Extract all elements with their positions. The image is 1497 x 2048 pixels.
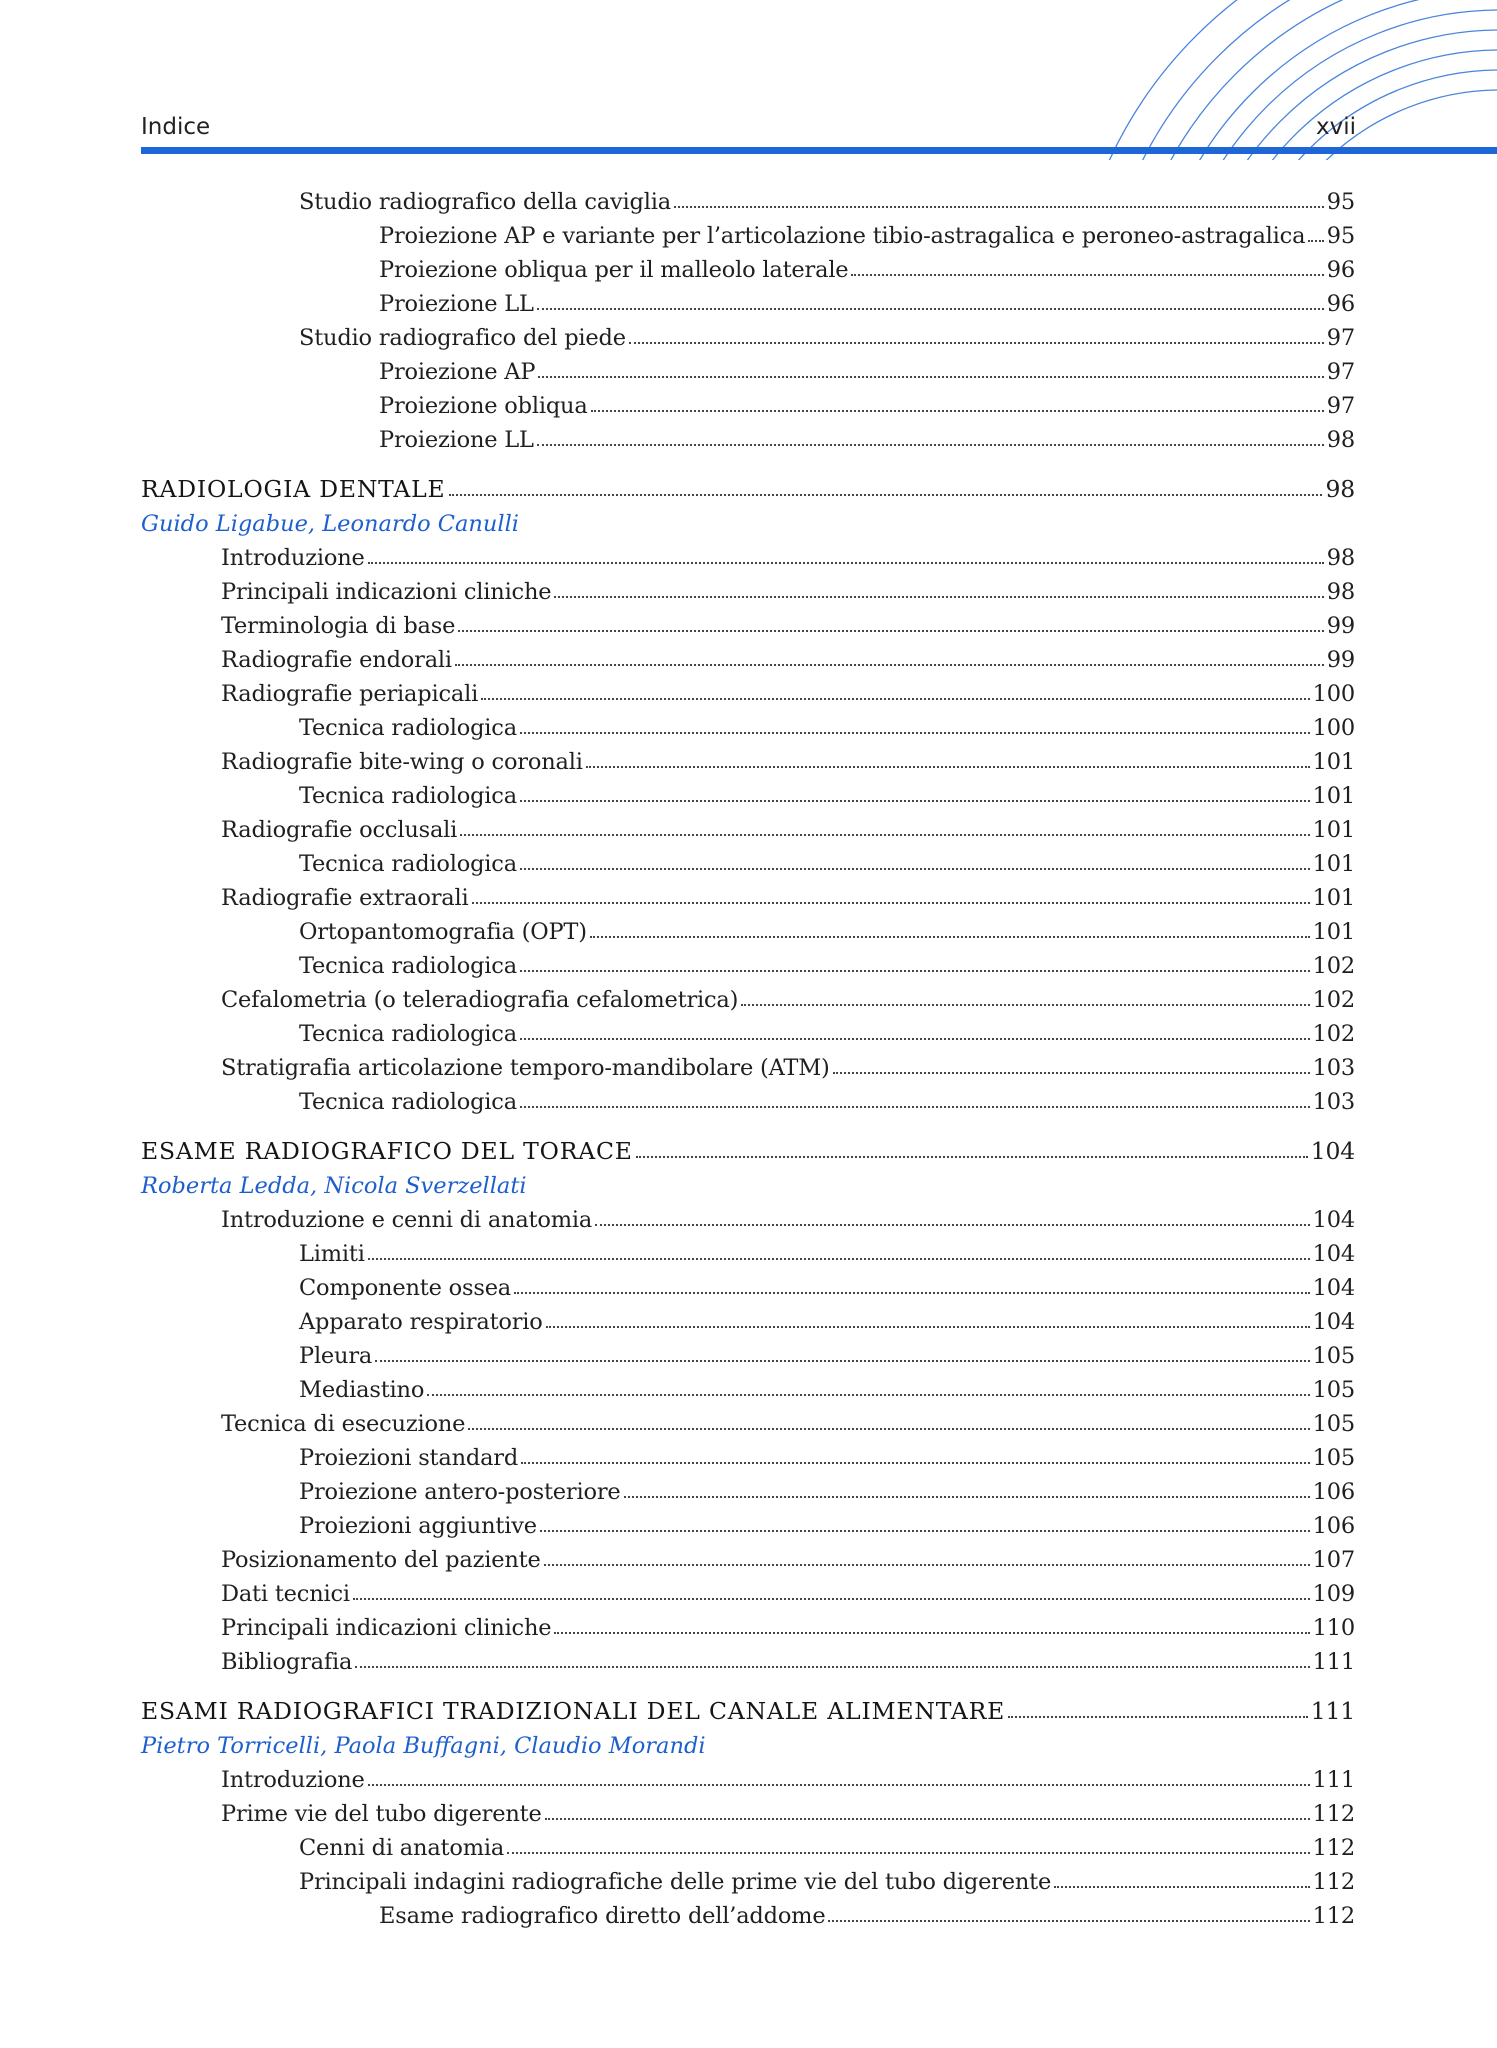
toc-entry-title: Tecnica radiologica [299, 953, 517, 979]
dot-leader [455, 664, 1324, 666]
decorative-arcs [0, 0, 1497, 160]
toc-entry[interactable] [299, 1269, 1355, 1301]
toc-entry-page: 98 [1326, 427, 1355, 453]
toc-entry-title: Limiti [299, 1241, 365, 1267]
dot-leader [507, 1852, 1310, 1854]
dot-leader [472, 902, 1310, 904]
toc-entry-page: 104 [1312, 1309, 1355, 1335]
toc-entry-page: 98 [1326, 545, 1355, 571]
toc-entry[interactable] [299, 1235, 1355, 1267]
dot-leader [375, 1360, 1310, 1362]
toc-entry-title: Principali indicazioni cliniche [221, 579, 552, 605]
header-rule [141, 147, 1497, 154]
dot-leader [368, 562, 1324, 564]
toc-entry[interactable] [221, 1609, 1355, 1641]
toc-entry-page: 95 [1326, 223, 1355, 249]
toc-entry[interactable] [221, 1405, 1355, 1437]
toc-entry-page: 96 [1326, 291, 1355, 317]
toc-entry-title: Mediastino [299, 1377, 425, 1403]
toc-entry-title: Tecnica radiologica [299, 715, 517, 741]
toc-entry-title: Posizionamento del paziente [221, 1547, 541, 1573]
dot-leader [537, 308, 1324, 310]
toc-entry-page: 109 [1312, 1581, 1355, 1607]
toc-entry-title: Cefalometria (o teleradiografia cefalometrica) [221, 987, 739, 1013]
dot-leader [458, 630, 1324, 632]
toc-entry-page: 103 [1312, 1055, 1355, 1081]
toc-entry-title: Proiezioni aggiuntive [299, 1513, 537, 1539]
toc-entry-page: 96 [1326, 257, 1355, 283]
toc-entry[interactable] [221, 981, 1355, 1013]
toc-entry[interactable] [299, 183, 1355, 215]
running-header-page-number: xvii [1316, 114, 1357, 140]
toc-entry[interactable] [299, 913, 1355, 945]
toc-entry-page: 110 [1312, 1615, 1355, 1641]
toc-entry-title: Principali indicazioni cliniche [221, 1615, 552, 1641]
dot-leader [368, 1784, 1310, 1786]
toc-entry[interactable] [299, 1439, 1355, 1471]
dot-leader [540, 1530, 1310, 1532]
toc-entry[interactable] [221, 573, 1355, 605]
toc-entry-title: Studio radiografico della caviglia [299, 189, 671, 215]
toc-entry-page: 104 [1312, 1207, 1355, 1233]
toc-entry-page: 98 [1325, 475, 1355, 503]
dot-leader [520, 970, 1310, 972]
toc-entry[interactable] [221, 1541, 1355, 1573]
toc-entry-page: 111 [1312, 1767, 1355, 1793]
toc-entry[interactable] [379, 251, 1355, 283]
toc-entry-title: Proiezioni standard [299, 1445, 519, 1471]
toc-entry-title: Introduzione [221, 1767, 365, 1793]
dot-leader [481, 698, 1310, 700]
toc-entry-title: Radiografie bite-wing o coronali [221, 749, 583, 775]
toc-entry-title: Proiezione obliqua [379, 393, 588, 419]
toc-entry-title: Introduzione [221, 545, 365, 571]
toc-entry-page: 105 [1312, 1377, 1355, 1403]
toc-entry[interactable] [221, 743, 1355, 775]
dot-leader [1008, 1716, 1308, 1718]
toc-entry[interactable] [299, 709, 1355, 741]
toc-entry[interactable] [221, 641, 1355, 673]
chapter-authors: Pietro Torricelli, Paola Buffagni, Claudio Morandi [141, 1733, 706, 1759]
toc-entry-title: ESAMI RADIOGRAFICI TRADIZIONALI DEL CANALE ALIMENTARE [141, 1697, 1006, 1725]
toc-entry-page: 104 [1312, 1275, 1355, 1301]
toc-entry-page: 97 [1326, 325, 1355, 351]
toc-entry-title: Radiografie periapicali [221, 681, 479, 707]
dot-leader [460, 834, 1309, 836]
toc-entry[interactable] [221, 1575, 1355, 1607]
dot-leader [595, 1224, 1310, 1226]
toc-entry-title: RADIOLOGIA DENTALE [141, 475, 446, 503]
toc-entry[interactable] [299, 1015, 1355, 1047]
toc-entry-title: Tecnica radiologica [299, 1021, 517, 1047]
dot-leader [586, 766, 1310, 768]
toc-entry[interactable] [299, 777, 1355, 809]
toc-entry-page: 95 [1326, 189, 1355, 215]
toc-entry-title: Dati tecnici [221, 1581, 350, 1607]
dot-leader [520, 732, 1310, 734]
toc-entry[interactable] [299, 1303, 1355, 1335]
toc-entry-title: Bibliografia [221, 1649, 353, 1675]
toc-entry-page: 101 [1312, 817, 1355, 843]
toc-entry-title: Radiografie endorali [221, 647, 452, 673]
toc-entry-page: 102 [1312, 953, 1355, 979]
dot-leader [520, 1038, 1310, 1040]
running-header-title: Indice [141, 114, 211, 140]
dot-leader [368, 1258, 1310, 1260]
chapter-authors: Guido Ligabue, Leonardo Canulli [141, 511, 519, 537]
toc-entry-title: ESAME RADIOGRAFICO DEL TORACE [141, 1137, 633, 1165]
toc-entry-title: Terminologia di base [221, 613, 456, 639]
toc-entry-title: Introduzione e cenni di anatomia [221, 1207, 593, 1233]
toc-entry-page: 112 [1312, 1801, 1355, 1827]
dot-leader [468, 1428, 1309, 1430]
toc-entry[interactable] [299, 1371, 1355, 1403]
toc-entry[interactable] [379, 387, 1355, 419]
toc-entry[interactable] [299, 1863, 1355, 1895]
toc-entry-page: 107 [1312, 1547, 1355, 1573]
dot-leader [629, 342, 1324, 344]
dot-leader [590, 936, 1310, 938]
dot-leader [520, 1106, 1310, 1108]
toc-entry[interactable] [299, 319, 1355, 351]
toc-entry[interactable] [299, 1473, 1355, 1505]
dot-leader [674, 206, 1324, 208]
toc-entry-page: 101 [1312, 919, 1355, 945]
toc-entry-page: 101 [1312, 885, 1355, 911]
toc-entry[interactable] [221, 607, 1355, 639]
toc-entry-page: 112 [1312, 1835, 1355, 1861]
toc-chapter[interactable] [141, 1133, 1355, 1165]
toc-entry-title: Tecnica di esecuzione [221, 1411, 466, 1437]
toc-entry-page: 97 [1326, 359, 1355, 385]
toc-entry-page: 106 [1312, 1479, 1355, 1505]
toc-entry[interactable] [299, 1829, 1355, 1861]
dot-leader [851, 274, 1323, 276]
dot-leader [514, 1292, 1310, 1294]
toc-chapter[interactable] [141, 1693, 1355, 1725]
toc-entry-page: 105 [1312, 1411, 1355, 1437]
toc-entry-title: Radiografie extraorali [221, 885, 469, 911]
toc-entry-title: Apparato respiratorio [299, 1309, 543, 1335]
toc-entry-title: Pleura [299, 1343, 373, 1369]
toc-entry-title: Tecnica radiologica [299, 1089, 517, 1115]
toc-entry-title: Proiezione AP [379, 359, 536, 385]
toc-entry[interactable] [299, 1337, 1355, 1369]
toc-entry-title: Studio radiografico del piede [299, 325, 626, 351]
toc-entry[interactable] [221, 1643, 1355, 1675]
toc-entry[interactable] [379, 353, 1355, 385]
toc-entry-page: 103 [1312, 1089, 1355, 1115]
toc-entry-title: Proiezione antero-posteriore [299, 1479, 621, 1505]
dot-leader [1054, 1886, 1310, 1888]
toc-entry-title: Cenni di anatomia [299, 1835, 505, 1861]
dot-leader [1308, 240, 1323, 242]
toc-entry[interactable] [221, 675, 1355, 707]
toc-entry-title: Stratigrafia articolazione temporo-mandibolare (ATM) [221, 1055, 830, 1081]
toc-entry[interactable] [221, 811, 1355, 843]
toc-entry[interactable] [221, 1049, 1355, 1081]
toc-entry-page: 98 [1326, 579, 1355, 605]
dot-leader [544, 1564, 1310, 1566]
toc-entry-title: Principali indagini radiografiche delle prime vie del tubo digerente [299, 1869, 1052, 1895]
toc-entry-title: Prime vie del tubo digerente [221, 1801, 542, 1827]
toc-chapter[interactable] [141, 471, 1355, 503]
toc-entry-page: 100 [1312, 715, 1355, 741]
toc-entry-title: Ortopantomografia (OPT) [299, 919, 587, 945]
dot-leader [624, 1496, 1310, 1498]
toc-entry[interactable] [299, 845, 1355, 877]
dot-leader [520, 868, 1310, 870]
toc-entry[interactable] [379, 421, 1355, 453]
toc-entry[interactable] [221, 1795, 1355, 1827]
toc-entry[interactable] [379, 1897, 1355, 1929]
toc-entry-title: Proiezione AP e variante per l’articolazione tibio-astragalica e peroneo-astragalica [379, 223, 1306, 249]
toc-entry[interactable] [221, 1761, 1355, 1793]
toc-entry[interactable] [299, 1507, 1355, 1539]
toc-entry-page: 101 [1312, 851, 1355, 877]
toc-entry-page: 104 [1312, 1241, 1355, 1267]
dot-leader [449, 494, 1323, 496]
toc-entry[interactable] [379, 217, 1355, 249]
toc-entry-page: 112 [1312, 1903, 1355, 1929]
dot-leader [554, 596, 1323, 598]
dot-leader [520, 800, 1310, 802]
dot-leader [353, 1598, 1310, 1600]
toc-entry-title: Esame radiografico diretto dell’addome [379, 1903, 826, 1929]
toc-entry-title: Tecnica radiologica [299, 783, 517, 809]
toc-entry[interactable] [299, 1083, 1355, 1115]
toc-entry-page: 106 [1312, 1513, 1355, 1539]
dot-leader [636, 1156, 1308, 1158]
dot-leader [554, 1632, 1309, 1634]
dot-leader [427, 1394, 1309, 1396]
dot-leader [828, 1920, 1309, 1922]
toc-entry-title: Radiografie occlusali [221, 817, 458, 843]
toc-entry-title: Proiezione LL [379, 291, 534, 317]
chapter-authors: Roberta Ledda, Nicola Sverzellati [141, 1173, 527, 1199]
dot-leader [545, 1818, 1310, 1820]
toc-entry-page: 102 [1312, 1021, 1355, 1047]
toc-entry[interactable] [379, 285, 1355, 317]
dot-leader [355, 1666, 1309, 1668]
dot-leader [537, 444, 1324, 446]
dot-leader [591, 410, 1324, 412]
toc-entry-title: Proiezione LL [379, 427, 534, 453]
toc-entry-page: 101 [1312, 783, 1355, 809]
toc-entry-page: 111 [1310, 1697, 1355, 1725]
toc-entry-title: Tecnica radiologica [299, 851, 517, 877]
toc-entry-page: 99 [1326, 613, 1355, 639]
dot-leader [546, 1326, 1310, 1328]
dot-leader [741, 1004, 1309, 1006]
toc-entry-page: 105 [1312, 1343, 1355, 1369]
toc-entry-page: 112 [1312, 1869, 1355, 1895]
toc-entry[interactable] [221, 879, 1355, 911]
toc-entry-page: 105 [1312, 1445, 1355, 1471]
toc-entry-page: 97 [1326, 393, 1355, 419]
toc-entry[interactable] [221, 539, 1355, 571]
dot-leader [538, 376, 1323, 378]
toc-entry-title: Proiezione obliqua per il malleolo laterale [379, 257, 849, 283]
toc-entry-page: 101 [1312, 749, 1355, 775]
dot-leader [521, 1462, 1310, 1464]
toc-entry[interactable] [221, 1201, 1355, 1233]
toc-entry-title: Componente ossea [299, 1275, 512, 1301]
toc-entry-page: 102 [1312, 987, 1355, 1013]
toc-entry-page: 104 [1310, 1137, 1355, 1165]
toc-entry-page: 100 [1312, 681, 1355, 707]
toc-entry[interactable] [299, 947, 1355, 979]
toc-entry-page: 111 [1312, 1649, 1355, 1675]
toc-entry-page: 99 [1326, 647, 1355, 673]
dot-leader [833, 1072, 1310, 1074]
